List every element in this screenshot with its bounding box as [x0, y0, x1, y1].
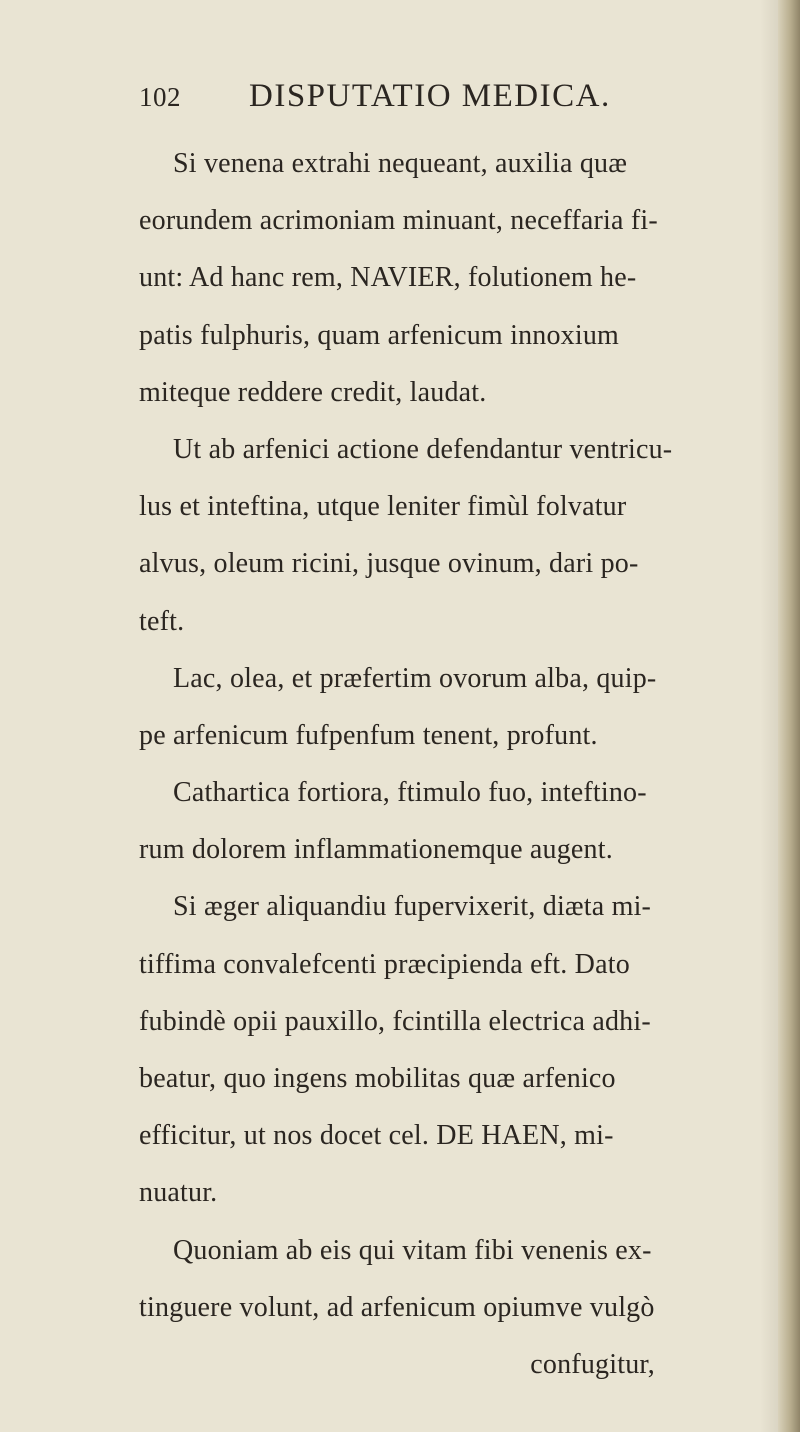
- page-edge: [778, 0, 800, 1432]
- running-title: DISPUTATIO MEDICA.: [249, 78, 611, 114]
- body-text: [139, 135, 673, 1393]
- page-number: 102: [139, 82, 181, 112]
- text-line: patis fulphuris, quam arfenicum innoxium: [139, 319, 620, 351]
- text-line: tinguere volunt, ad arfenicum opiumve vulgò: [139, 1291, 655, 1323]
- text-line: miteque reddere credit, laudat.: [139, 376, 487, 408]
- text-line: unt: Ad hanc rem, NAVIER, folutionem he-: [139, 262, 637, 294]
- text-line: eorundem acrimoniam minuant, neceffaria fi-: [139, 205, 658, 237]
- text-line: efficitur, ut nos docet cel. DE HAEN, mi-: [139, 1120, 614, 1152]
- text-line: pe arfenicum fufpenfum tenent, profunt.: [139, 719, 598, 751]
- text-line: fubindè opii pauxillo, fcintilla electrica adhi-: [139, 1005, 651, 1037]
- text-line: beatur, quo ingens mobilitas quæ arfenico: [139, 1063, 616, 1094]
- text-line: Cathartica fortiora, ftimulo fuo, inteftino-: [173, 777, 647, 809]
- text-line: lus et inteftina, utque leniter fimùl folvatur: [139, 491, 627, 523]
- text-line: Lac, olea, et præfertim ovorum alba, quip-: [173, 662, 657, 694]
- text-line: nuatur.: [139, 1177, 218, 1209]
- text-line: rum dolorem inflammationemque augent.: [139, 834, 613, 866]
- text-line: teft.: [139, 605, 185, 637]
- text-line: Ut ab arfenici actione defendantur ventricu-: [173, 433, 673, 465]
- text-line: alvus, oleum ricini, jusque ovinum, dari po-: [139, 548, 639, 580]
- page-header: [139, 78, 659, 122]
- text-line: Si æger aliquandiu fupervixerit, diæta mi-: [173, 891, 652, 923]
- catchword-line: confugitur,: [530, 1348, 655, 1380]
- page-gutter-shadow: [760, 0, 778, 1432]
- text-line: Quoniam ab eis qui vitam fibi venenis ex-: [173, 1234, 652, 1266]
- text-line: tiffima convalefcenti præcipienda eft. Dato: [139, 948, 630, 980]
- text-line: Si venena extrahi nequeant, auxilia quæ: [173, 148, 628, 179]
